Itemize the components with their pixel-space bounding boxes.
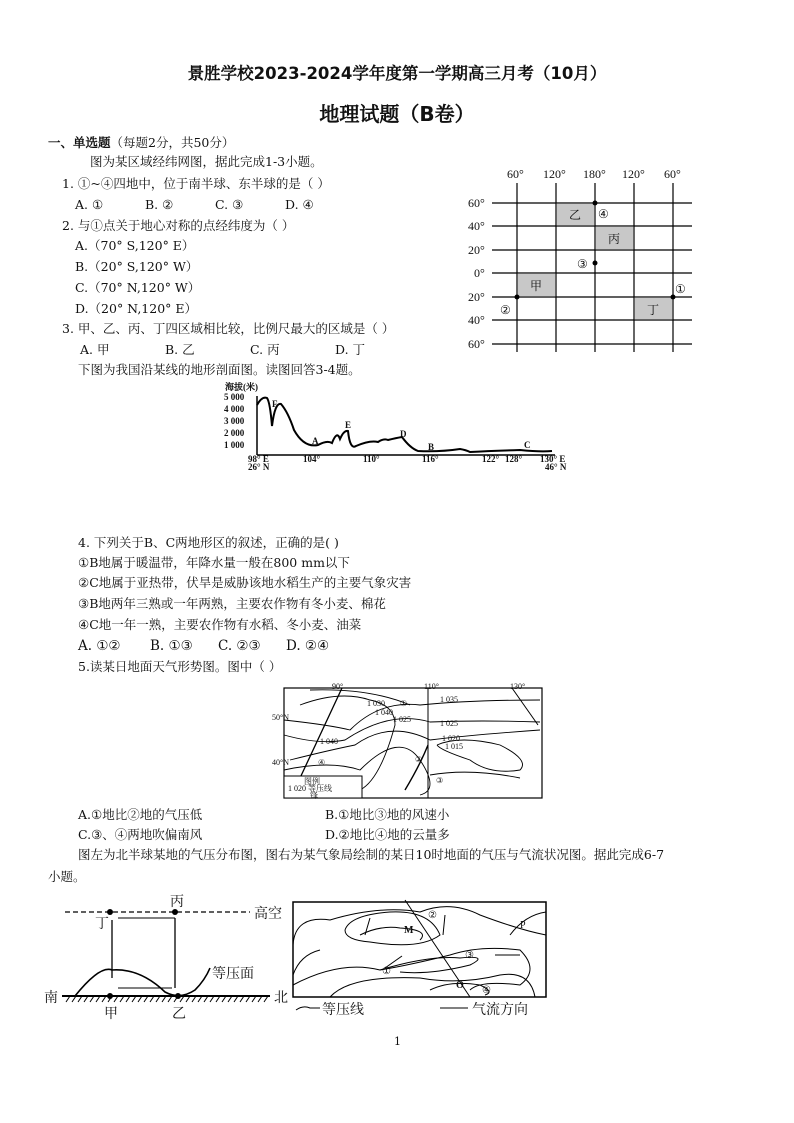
svg-text:等压线: 等压线 (322, 1003, 364, 1018)
svg-text:北: 北 (274, 991, 288, 1006)
svg-text:130°: 130° (510, 682, 526, 691)
svg-text:120°: 120° (622, 167, 645, 181)
q4-stem: 4. 下列关于B、C两地形区的叙述，正确的是( ) (78, 535, 339, 550)
svg-text:丙: 丙 (170, 895, 184, 910)
svg-text:0°: 0° (474, 266, 485, 280)
svg-text:50°N: 50°N (272, 713, 289, 722)
exam-title: 景胜学校2023-2024学年度第一学期高三月考（10月） (187, 64, 607, 83)
svg-text:1 025: 1 025 (440, 719, 458, 728)
svg-text:②: ② (415, 755, 423, 764)
svg-text:O: O (456, 980, 464, 991)
svg-text:A: A (312, 436, 319, 446)
svg-text:130° E: 130° E (540, 454, 566, 464)
svg-text:40°N: 40°N (272, 758, 289, 767)
q5-stem: 5.读某日地面天气形势图。图中（ ） (78, 659, 282, 674)
svg-text:气流方向: 气流方向 (472, 1003, 528, 1018)
q3-option-c: C. 丙 (250, 342, 280, 357)
svg-text:④: ④ (482, 985, 491, 996)
q3-option-b: B. 乙 (165, 342, 195, 357)
q4-statement-1: ①B地属于暖温带，年降水量一般在800 mm以下 (78, 555, 350, 570)
q2-option-d: D.（20° N,120° E） (75, 301, 197, 316)
q2-option-a: A.（70° S,120° E） (75, 238, 195, 253)
q1-option-d: D. ④ (285, 197, 314, 212)
svg-text:1 040: 1 040 (320, 737, 338, 746)
section-title: 一、单选题 (48, 135, 111, 150)
q4-statement-2: ②C地属于亚热带，伏旱是威胁该地水稻生产的主要气象灾害 (78, 575, 412, 590)
svg-text:①: ① (400, 699, 408, 708)
svg-text:①: ① (382, 966, 391, 977)
svg-text:98° E: 98° E (248, 454, 269, 464)
svg-text:2 000: 2 000 (224, 428, 245, 438)
terrain-profile-figure (215, 382, 585, 472)
q5-option-b: B.①地比③地的风速小 (325, 807, 450, 822)
svg-text:20°: 20° (468, 290, 485, 304)
svg-text:南: 南 (44, 991, 58, 1006)
group3-intro-line1: 图左为北半球某地的气压分布图，图右为某气象局绘制的某日10时地面的气压与气流状况图。据此完成6-7 (78, 847, 665, 862)
svg-text:128°: 128° (505, 454, 523, 464)
svg-text:104°: 104° (303, 454, 321, 464)
svg-text:C: C (524, 440, 531, 450)
section-note: （每题2分，共50分） (110, 135, 235, 150)
svg-text:1 020: 1 020 (442, 734, 460, 743)
section-heading (48, 135, 234, 151)
q3-stem: 3. 甲、乙、丙、丁四区域相比较，比例尺最大的区域是（ ） (62, 321, 395, 336)
svg-text:1 000: 1 000 (224, 440, 245, 450)
q4-option-b: B. ①③ (150, 638, 193, 654)
svg-text:90°: 90° (332, 682, 344, 691)
q3-option-d: D. 丁 (335, 342, 366, 357)
svg-text:海拔(米): 海拔(米) (225, 382, 258, 392)
lat-lon-grid-figure (460, 160, 700, 360)
svg-text:甲: 甲 (530, 279, 543, 293)
svg-text:④: ④ (598, 207, 609, 221)
svg-text:122°: 122° (482, 454, 500, 464)
weather-map-figure (270, 680, 550, 802)
q4-option-c: C. ②③ (218, 638, 261, 654)
q2-option-b: B.（20° S,120° W） (75, 259, 199, 274)
svg-text:③: ③ (577, 257, 588, 271)
svg-text:1 035: 1 035 (440, 695, 458, 704)
q1-option-c: C. ③ (215, 197, 244, 212)
svg-text:4 000: 4 000 (224, 404, 245, 414)
svg-text:20°: 20° (468, 243, 485, 257)
svg-text:1 020 等压线: 1 020 等压线 (288, 784, 332, 793)
svg-text:乙: 乙 (172, 1007, 186, 1022)
q2-stem: 2. 与①点关于地心对称的点经纬度为（ ） (62, 218, 295, 233)
q2-option-c: C.（70° N,120° W） (75, 280, 201, 295)
svg-text:③: ③ (465, 950, 474, 961)
svg-text:锋: 锋 (310, 791, 318, 800)
svg-text:①: ① (675, 282, 686, 296)
q3-option-a: A. 甲 (80, 342, 110, 357)
group3-intro-line2: 小题。 (48, 869, 86, 884)
svg-text:E: E (345, 420, 352, 430)
svg-text:②: ② (428, 910, 437, 921)
svg-text:D: D (400, 429, 407, 439)
svg-text:丁: 丁 (95, 917, 109, 932)
svg-text:120°: 120° (543, 167, 566, 181)
svg-text:丙: 丙 (608, 232, 621, 246)
q1-option-b: B. ② (145, 197, 174, 212)
q4-option-a: A. ①② (78, 638, 121, 654)
pressure-section-figure (40, 890, 290, 1025)
svg-text:60°: 60° (507, 167, 524, 181)
svg-text:40°: 40° (468, 313, 485, 327)
q4-statement-3: ③B地两年三熟或一年两熟，主要农作物有冬小麦、棉花 (78, 596, 386, 611)
svg-text:110°: 110° (363, 454, 380, 464)
svg-text:60°: 60° (468, 196, 485, 210)
q5-option-d: D.②地比④地的云量多 (325, 827, 450, 842)
svg-text:②: ② (500, 303, 511, 317)
group1-intro: 图为某区域经纬网图，据此完成1-3小题。 (90, 154, 323, 169)
exam-subtitle: 地理试题（B卷） (319, 102, 475, 126)
svg-text:④: ④ (318, 758, 326, 767)
q4-option-d: D. ②④ (286, 638, 330, 654)
svg-text:M: M (404, 925, 414, 936)
svg-text:F: F (272, 399, 278, 409)
svg-text:3 000: 3 000 (224, 416, 245, 426)
svg-text:图例: 图例 (304, 777, 320, 786)
q4-statement-4: ④C地一年一熟，主要农作物有水稻、冬小麦、油菜 (78, 617, 362, 632)
svg-text:1 030: 1 030 (367, 699, 385, 708)
svg-text:甲: 甲 (104, 1007, 118, 1022)
svg-text:60°: 60° (468, 337, 485, 351)
svg-text:高空: 高空 (254, 907, 282, 922)
svg-text:1 015: 1 015 (445, 742, 463, 751)
svg-text:5 000: 5 000 (224, 392, 245, 402)
svg-text:等压面: 等压面 (212, 967, 254, 982)
q1-option-a: A. ① (75, 197, 104, 212)
q5-option-a: A.①地比②地的气压低 (78, 807, 203, 822)
svg-text:1 025: 1 025 (393, 715, 411, 724)
svg-text:60°: 60° (664, 167, 681, 181)
q1-stem: 1. ①~④四地中，位于南半球、东半球的是（ ） (62, 176, 330, 191)
svg-text:110°: 110° (424, 682, 439, 691)
svg-text:180°: 180° (583, 167, 606, 181)
svg-text:乙: 乙 (569, 208, 582, 222)
group2-intro: 下图为我国沿某线的地形剖面图。读图回答3-4题。 (78, 362, 361, 377)
svg-text:46° N: 46° N (545, 462, 567, 472)
page-number: 1 (394, 1035, 401, 1048)
svg-text:26° N: 26° N (248, 462, 270, 472)
svg-text:40°: 40° (468, 219, 485, 233)
svg-text:丁: 丁 (647, 303, 660, 317)
airflow-figure (290, 895, 570, 1025)
svg-text:116°: 116° (422, 454, 439, 464)
svg-text:1 040: 1 040 (375, 708, 393, 717)
q5-option-c: C.③、④两地吹偏南风 (78, 827, 203, 842)
svg-text:P: P (520, 920, 526, 931)
svg-text:③: ③ (436, 776, 444, 785)
svg-text:B: B (428, 442, 435, 452)
